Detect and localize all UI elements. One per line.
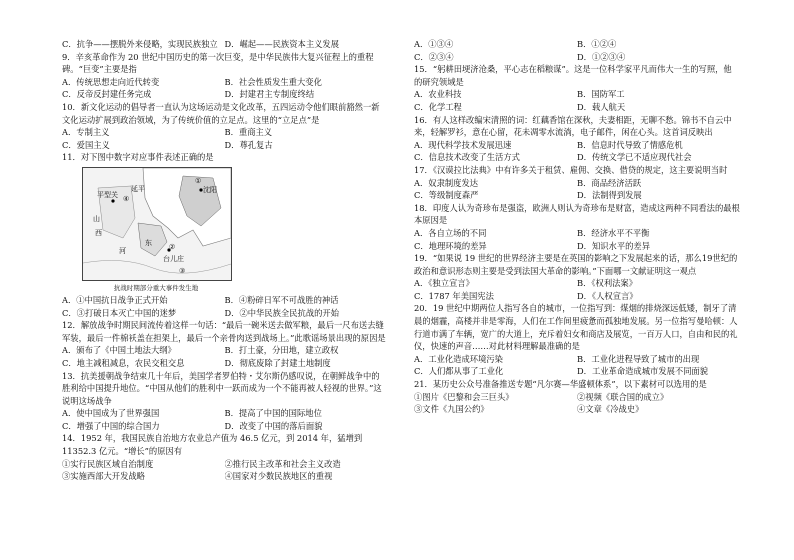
question-17: 17．《汉谟拉比法典》中有许多关于租赁、雇佣、交换、借贷的规定，这主要说明当时 bbox=[414, 164, 728, 175]
question-21: 21．某历史公众号准备推送专题“凡尔赛—华盛顿体系”，以下素材可以选用的是 bbox=[414, 379, 707, 390]
option[interactable]: B．《权利法案》 bbox=[577, 278, 638, 289]
option[interactable]: D．改变了中国的落后面貌 bbox=[224, 420, 323, 431]
q20-options bbox=[414, 353, 740, 378]
option[interactable]: D．载人航天 bbox=[577, 101, 626, 112]
option[interactable]: D．尊孔复古 bbox=[224, 139, 273, 150]
option[interactable]: B．商品经济活跃 bbox=[577, 177, 642, 188]
question-13: 13．抗美援朝战争结束几十年后，美国学者罗伯特・艾尔斯仍感叹说，在朝鲜战争中的胜利给中国提升地位。“中国从他们的胜利中一跃而成为一个不能再被人轻视的世界。”这说明这场战争 bbox=[62, 370, 382, 406]
option[interactable]: C．人们都从事了工业化 bbox=[414, 366, 504, 377]
map-label: ① bbox=[195, 176, 202, 185]
map-label: 山 bbox=[93, 214, 100, 223]
q14-options bbox=[414, 38, 740, 63]
war-map bbox=[82, 167, 232, 281]
q9-options bbox=[62, 76, 387, 101]
q10-options bbox=[62, 126, 387, 151]
option[interactable]: C．地理环境的差异 bbox=[414, 240, 487, 251]
option[interactable]: C．增强了中国的综合国力 bbox=[62, 420, 160, 431]
q19-options bbox=[414, 277, 740, 302]
q17-options bbox=[414, 177, 740, 202]
question-9: 9．辛亥革命作为 20 世纪中国历史的第一次巨变，是中华民族伟大复兴征程上的重程碑。“巨变”主要是指 bbox=[62, 51, 374, 75]
option[interactable]: A．《独立宣言》 bbox=[414, 278, 474, 289]
q12-options bbox=[62, 344, 387, 369]
question-11: 11．对下图中数字对应事件表述正确的是 bbox=[62, 152, 214, 163]
option[interactable]: D．传统文学已不适应现代社会 bbox=[577, 152, 692, 163]
option[interactable]: A．专制主义 bbox=[62, 127, 110, 138]
option[interactable]: D．工业革命造成城市发展不同面貌 bbox=[577, 366, 709, 377]
q11-options bbox=[62, 294, 387, 319]
option[interactable]: C．爱国主义 bbox=[62, 139, 110, 150]
option[interactable]: A．农业科技 bbox=[414, 89, 462, 100]
option[interactable]: A．使中国成为了世界强国 bbox=[62, 408, 160, 419]
option[interactable]: C．1787 年美国宪法 bbox=[414, 290, 494, 301]
option[interactable]: D．②中华民族全民抗战的开始 bbox=[224, 307, 340, 318]
option[interactable]: C．信息技术改变了生活方式 bbox=[414, 152, 520, 163]
map-label: 沈阳 bbox=[203, 185, 217, 194]
q14-statements bbox=[62, 458, 387, 483]
option[interactable]: B．④粉碎日军不可战胜的神话 bbox=[224, 294, 339, 305]
question-10: 10．新文化运动的倡导者一直认为这场运动是文化改革，五四运动令他们眼前豁然一新文化运动扩展到政治领域，为了传统价值的立足点。这里的“立足点”是 bbox=[62, 101, 380, 125]
option[interactable]: C．地主减租减息，农民交租交息 bbox=[62, 357, 185, 368]
option[interactable]: B．提高了中国的国际地位 bbox=[224, 408, 322, 419]
material: ③文件《九国公约》 bbox=[414, 404, 489, 415]
option[interactable]: A．工业化造成环境污染 bbox=[414, 353, 503, 364]
q15-options bbox=[414, 88, 740, 113]
map-label: ② bbox=[169, 242, 176, 251]
map-label: 平型关 bbox=[97, 190, 118, 199]
question-16: 16．有人这样改编宋清照的词：红藕香馆在深秋，夫妻相距，无聊不愁。锦书不自云中来，轻解罗衫，意在心留，花未凋零水流淌，电子邮件，闲在心头。这首词反映出 bbox=[414, 114, 732, 138]
map-label: 台儿庄 bbox=[163, 254, 184, 263]
option[interactable]: B．工业化进程导致了城市的出现 bbox=[577, 353, 700, 364]
option[interactable]: C．等级制度森严 bbox=[414, 190, 479, 201]
option[interactable]: B．重商主义 bbox=[224, 127, 273, 138]
option[interactable]: B．社会性质发生重大变化 bbox=[224, 76, 322, 87]
statement: ④国家对少数民族地区的重视 bbox=[224, 471, 333, 482]
option[interactable]: D．法制得到发展 bbox=[577, 190, 642, 201]
option[interactable]: D．知识水平的差异 bbox=[577, 240, 651, 251]
option[interactable]: C．抗争——摆脱外来侵略，实现民族独立 bbox=[62, 39, 218, 49]
option[interactable]: A．颁布了《中国土地法大纲》 bbox=[62, 345, 176, 356]
option[interactable]: D．《人权宣言》 bbox=[577, 290, 638, 301]
q16-options bbox=[414, 139, 740, 164]
map-label: 延平 bbox=[131, 184, 145, 193]
option[interactable]: A．现代科学技术发展迅速 bbox=[414, 139, 512, 150]
material: ①图片《巴黎和会三巨头》 bbox=[414, 391, 514, 402]
map-label: ③ bbox=[179, 266, 186, 275]
option[interactable]: B．经济水平不平衡 bbox=[577, 227, 650, 238]
option[interactable]: B．打土豪，分田地，建立政权 bbox=[224, 345, 339, 356]
option[interactable]: C．②③④ bbox=[414, 51, 454, 62]
question-14: 14．1952 年，我国民族自治地方农业总产值为 46.5 亿元，到 2014 年，猛增到 11352.3 亿元。“增长”的原因有 bbox=[62, 433, 363, 457]
option[interactable]: B．信息时代导致了情感危机 bbox=[577, 139, 683, 150]
q13-options bbox=[62, 407, 387, 432]
option[interactable]: D．封建君主专制度终结 bbox=[224, 89, 315, 100]
question-15: 15．“躬耕田埂济沧桑，平心志在稻粮谋”。这是一位科学家平凡而伟大一生的写照，他的研究领域是 bbox=[414, 64, 732, 87]
map-label: 河 bbox=[119, 246, 126, 255]
option[interactable]: D．①②③④ bbox=[577, 51, 626, 62]
statement: ③实施西部大开发战略 bbox=[62, 471, 145, 482]
statement: ②推行民主改革和社会主义改造 bbox=[224, 458, 341, 469]
map-label: 西 bbox=[95, 228, 102, 237]
option[interactable]: B．国防军工 bbox=[577, 89, 625, 100]
option[interactable]: C．化学工程 bbox=[414, 101, 462, 112]
option[interactable]: D．崛起——民族资本主义发展 bbox=[224, 39, 340, 49]
map-label: ④ bbox=[123, 194, 130, 203]
option[interactable]: A．①③④ bbox=[414, 39, 454, 49]
statement: ①实行民族区域自治制度 bbox=[62, 458, 154, 469]
option[interactable]: C．③打破日本灭亡中国的迷梦 bbox=[62, 307, 177, 318]
question-20: 20．19 世纪中期两位人指写各自的城市，一位指写到：煤烟的排烧深远低矮，制牙了清晨的烟霾，高楼并非是零海，人们在工作间里疲惫而孤独地发展。另一位指写曼哈顿：人行道市满了车辆，宽广的大道上，充斥着妇女和商店及展览，一百万人口，自由和民的礼仪，快速的声音……对此材料理解最准确的是 bbox=[414, 303, 738, 352]
q18-options bbox=[414, 227, 740, 252]
option[interactable]: C．反帝反封建任务完成 bbox=[62, 89, 152, 100]
q8-options bbox=[62, 38, 387, 51]
option[interactable]: A．传统思想走向近代转变 bbox=[62, 76, 160, 87]
option[interactable]: A．奴隶制度发达 bbox=[414, 177, 479, 188]
question-19: 19．“如果说 19 世纪的世界经济主要是在英国的影响之下发展起来的话，那么19世纪的政治和意识形态则主要是受到法国大革命的影响。”下面哪一文献证明这一观点 bbox=[414, 253, 738, 276]
option[interactable]: D．彻底废除了封建土地制度 bbox=[224, 357, 331, 368]
map-label: 东 bbox=[145, 238, 152, 247]
material: ②视频《联合国的成立》 bbox=[577, 391, 669, 402]
right-column bbox=[414, 38, 740, 416]
question-12: 12．解放战争时期民间流传着这样一句话：“最后一碗米送去做军粮，最后一尺布送去缝军装，最后一件棉袄盖在担架上，最后一个亲骨肉送到战场上。”此歌谣场景出现的原因是 bbox=[62, 320, 386, 343]
map-caption: 抗战时期部分重大事件发生地 bbox=[113, 283, 199, 292]
option[interactable]: B．①②④ bbox=[577, 39, 617, 49]
q21-materials bbox=[414, 391, 740, 416]
question-18: 18．印度人认为奇珍布是强盗，欧洲人则认为奇珍布是财富，造成这两种不同看法的最根本原因是 bbox=[414, 202, 740, 226]
option[interactable]: A．各自立场的不同 bbox=[414, 227, 487, 238]
left-column bbox=[62, 38, 387, 483]
option[interactable]: A．①中国抗日战争正式开始 bbox=[62, 294, 168, 305]
material: ④文章《冷战史》 bbox=[577, 404, 644, 415]
